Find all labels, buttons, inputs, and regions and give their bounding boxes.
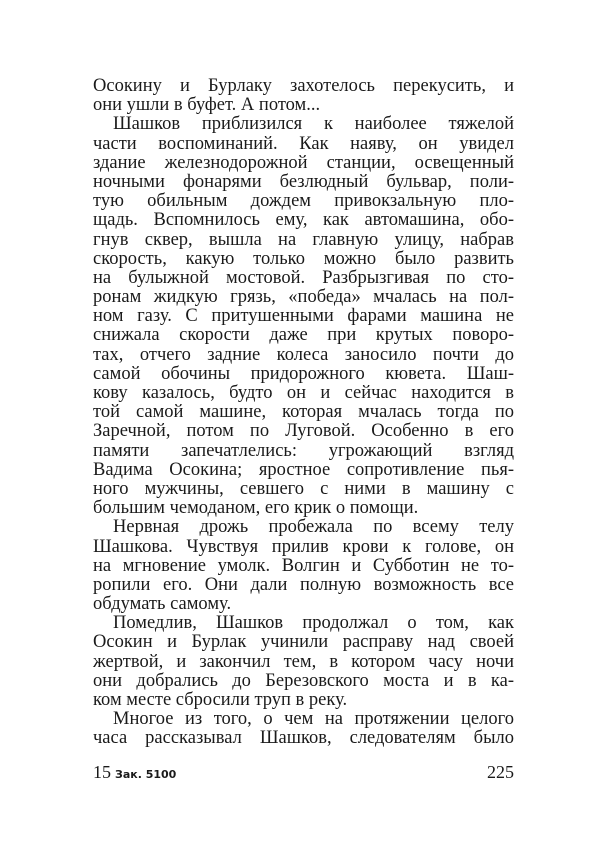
text-line xyxy=(93,173,514,192)
text-line-content: часа рассказывал Шашков, следователям было xyxy=(93,728,514,749)
text-line-content: щадь. Вспомнилось ему, как автомашина, обо- xyxy=(93,210,514,231)
text-line-content: они ушли в буфет. А потом... xyxy=(93,95,321,116)
text-line-content: ком месте сбросили труп в реку. xyxy=(93,690,348,710)
text-line xyxy=(93,480,514,499)
text-line xyxy=(93,422,514,441)
paragraph xyxy=(93,710,514,748)
text-line xyxy=(93,461,514,480)
text-line xyxy=(93,633,514,652)
text-line-content: большим чемоданом, его крик о помощи. xyxy=(93,498,419,519)
text-line-content: они добрались до Березовского моста и в ка- xyxy=(93,670,514,691)
signature-number: 15 xyxy=(93,762,111,782)
text-line-content: кову казалось, будто он и сейчас находится в xyxy=(93,383,514,403)
text-line xyxy=(93,231,514,250)
text-line xyxy=(93,710,514,729)
text-line-content: тую обильным дождем привокзальную пло- xyxy=(93,191,514,212)
text-line xyxy=(93,518,514,537)
text-line-content: скорость, какую только можно было развить xyxy=(93,248,514,269)
text-line xyxy=(93,96,514,115)
text-line xyxy=(93,250,514,269)
text-line-content: снижала скорости даже при крутых поворо- xyxy=(93,325,514,346)
paragraph xyxy=(93,614,514,710)
text-line-content: самой обочины придорожного кювета. Шаш- xyxy=(93,363,514,384)
text-line xyxy=(93,576,514,595)
text-line xyxy=(93,77,514,96)
text-line-content: Вадима Осокина; яростное сопротивление пья- xyxy=(93,459,514,480)
text-line-content: тах, отчего задние колеса заносило почти до xyxy=(93,344,514,365)
text-line-content: гнув сквер, вышла на главную улицу, набрав xyxy=(93,229,514,250)
text-line xyxy=(93,192,514,211)
text-line xyxy=(93,211,514,230)
text-line-content: Помедлив, Шашков продолжал о том, как xyxy=(113,613,514,634)
text-line-content: на булыжной мостовой. Разбрызгивая по сто- xyxy=(93,267,514,288)
text-line xyxy=(93,115,514,134)
text-line xyxy=(93,653,514,672)
page-number: 225 xyxy=(487,762,514,782)
text-line xyxy=(93,135,514,154)
text-line xyxy=(93,365,514,384)
text-line-content: обдумать самому. xyxy=(93,594,232,615)
paragraph xyxy=(93,77,514,115)
text-line xyxy=(93,691,514,710)
paragraph xyxy=(93,518,514,614)
text-line-content: Нервная дрожь пробежала по всему телу xyxy=(113,517,514,538)
text-line-content: Шашкова. Чувствуя прилив крови к голове, он xyxy=(93,536,514,557)
text-line xyxy=(93,442,514,461)
text-line-content: части воспоминаний. Как наяву, он увидел xyxy=(93,133,514,154)
text-line xyxy=(93,614,514,633)
text-line xyxy=(93,288,514,307)
text-line-content: ночными фонарями безлюдный бульвар, поли- xyxy=(93,171,514,192)
paragraph xyxy=(93,115,514,518)
page-body-text xyxy=(93,77,514,749)
text-line xyxy=(93,384,514,403)
printer-signature xyxy=(93,762,176,783)
text-line xyxy=(93,154,514,173)
text-line-content: Шашков приблизился к наиболее тяжелой xyxy=(113,114,514,135)
page-footer xyxy=(93,762,514,784)
text-line xyxy=(93,595,514,614)
text-line xyxy=(93,403,514,422)
text-line-content: здание железнодорожной станции, освещенный xyxy=(93,152,514,173)
text-line-content: памяти запечатлелись: угрожающий взгляд xyxy=(93,440,514,461)
order-number: Зак. 5100 xyxy=(115,768,177,781)
text-line xyxy=(93,326,514,345)
text-line-content: Многое из того, о чем на протяжении целого xyxy=(113,709,514,730)
text-line xyxy=(93,672,514,691)
text-line-content: ропили его. Они дали полную возможность все xyxy=(93,574,514,595)
text-line xyxy=(93,729,514,748)
text-line xyxy=(93,307,514,326)
text-line xyxy=(93,346,514,365)
text-line-content: ронам жидкую грязь, «победа» мчалась на пол- xyxy=(93,287,514,308)
text-line xyxy=(93,557,514,576)
text-line-content: Осокин и Бурлак учинили расправу над своей xyxy=(93,632,514,653)
text-line xyxy=(93,269,514,288)
text-line-content: ного мужчины, севшего с ними в машину с xyxy=(93,478,514,499)
text-line xyxy=(93,538,514,557)
text-line-content: ном газу. С притушенными фарами машина не xyxy=(93,306,514,327)
text-line-content: на мгновение умолк. Волгин и Субботин не то- xyxy=(93,555,514,576)
text-line xyxy=(93,499,514,518)
text-line-content: жертвой, и закончил тем, в котором часу ночи xyxy=(93,651,514,672)
text-line-content: той самой машине, которая мчалась тогда по xyxy=(93,402,514,423)
text-line-content: Осокину и Бурлаку захотелось перекусить, и xyxy=(93,76,514,96)
text-line-content: Заречной, потом по Луговой. Особенно в его xyxy=(93,421,514,442)
